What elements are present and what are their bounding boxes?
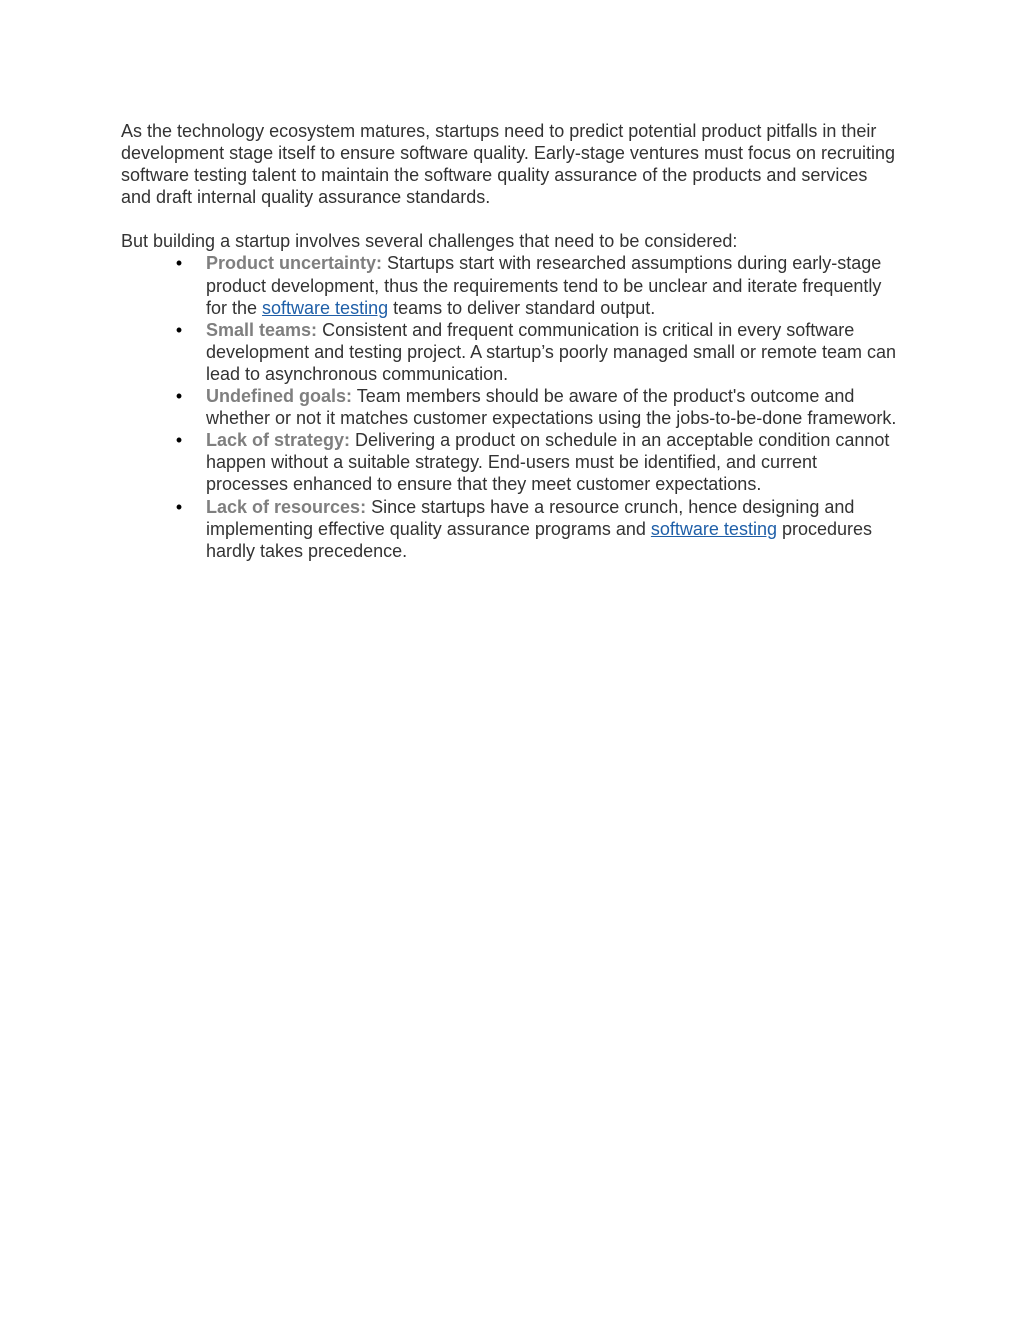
challenge-text: Startups start with researched assumptions during early-stage product development, thus the requirements tend to be unclear and iterate frequently for the — [206, 253, 882, 318]
challenge-term: Undefined goals: — [206, 386, 353, 407]
challenge-text: Since startups have a resource crunch, hence designing and implementing effective quality assurance programs and — [206, 496, 855, 539]
list-item — [175, 429, 901, 495]
challenge-text: Consistent and frequent communication is critical in every software development and testing project. A startup’s poorly managed small or remote team can lead to asynchronous communication. — [206, 319, 897, 384]
challenge-text: Team members should be aware of the product's outcome and whether or not it matches customer expectations using the jobs-to-be-done framework. — [206, 386, 897, 429]
challenge-text-after: teams to deliver standard output. — [388, 297, 656, 318]
list-item — [175, 385, 901, 429]
bullet-icon: • — [175, 430, 183, 451]
challenge-term: Small teams: — [206, 319, 318, 340]
intro-paragraph: As the technology ecosystem matures, startups need to predict potential product pitfalls in their development stage itself to ensure software quality. Early-stage ventures must focus on recruiting software testing talent to maintain the software quality assurance of the products and services and draft internal quality assurance standards. — [121, 121, 896, 208]
challenges-intro: But building a startup involves several challenges that need to be considered: — [121, 231, 738, 252]
challenge-term: Lack of strategy: — [206, 430, 351, 451]
challenge-text: Delivering a product on schedule in an acceptable condition cannot happen without a suitable strategy. End-users must be identified, and current processes enhanced to ensure that they meet customer expectations. — [206, 430, 890, 495]
list-item — [175, 252, 901, 318]
document-body — [121, 120, 901, 562]
challenge-term: Lack of resources: — [206, 496, 367, 517]
bullet-icon: • — [175, 386, 183, 407]
list-item — [175, 319, 901, 385]
challenge-term: Product uncertainty: — [206, 253, 383, 274]
software-testing-link[interactable]: software testing — [650, 518, 777, 539]
bullet-icon: • — [175, 319, 183, 340]
list-item — [175, 496, 901, 562]
challenges-list — [121, 252, 901, 561]
bullet-icon: • — [175, 253, 183, 274]
bullet-icon: • — [175, 496, 183, 517]
challenge-text-after: procedures hardly takes precedence. — [206, 518, 873, 561]
software-testing-link[interactable]: software testing — [262, 297, 389, 318]
